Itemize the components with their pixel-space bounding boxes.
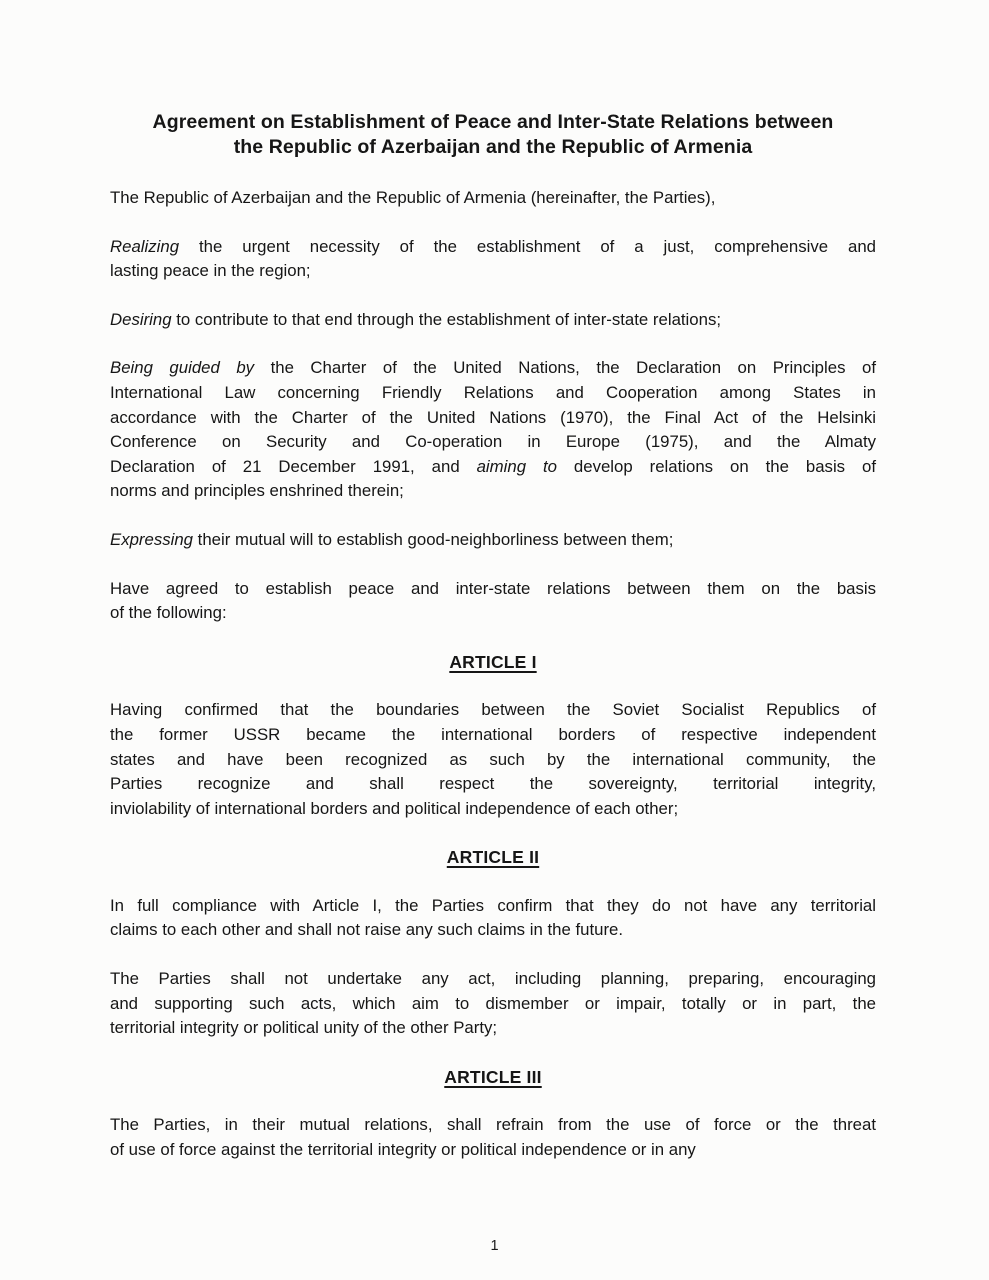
italic-text-segment: aiming to <box>476 456 557 476</box>
text-segment: The Parties shall not undertake any act, including planning, preparing, encouraging <box>110 969 876 989</box>
text-segment: norms and principles enshrined therein; <box>110 481 404 501</box>
text-line <box>110 723 876 748</box>
text-segment: lasting peace in the region; <box>110 261 311 281</box>
italic-text-segment: Being guided by <box>110 358 255 378</box>
text-segment: territorial integrity or political unity of the other Party; <box>110 1018 498 1038</box>
text-line <box>110 918 876 943</box>
document-content <box>110 110 876 1187</box>
text-segment: The Parties, in their mutual relations, shall refrain from the use of force or the threat <box>110 1115 876 1135</box>
text-line <box>110 356 876 381</box>
paragraph <box>110 356 876 504</box>
text-segment: to contribute to that end through the establishment of inter-state relations; <box>171 309 722 329</box>
paragraph <box>110 235 876 284</box>
document-title <box>110 110 876 160</box>
text-line <box>110 381 876 406</box>
text-segment: In full compliance with Article I, the Parties confirm that they do not have any territorial <box>110 895 876 915</box>
text-line <box>110 186 876 211</box>
text-segment: Having confirmed that the boundaries between the Soviet Socialist Republics of <box>110 700 876 720</box>
text-line <box>110 406 876 431</box>
text-line <box>110 894 876 919</box>
italic-text-segment: Expressing <box>110 529 194 549</box>
text-segment: the urgent necessity of the establishment of a just, comprehensive and <box>179 236 876 256</box>
paragraph <box>110 967 876 1041</box>
text-line <box>110 430 876 455</box>
text-segment: the former USSR became the international borders of respective independent <box>110 724 876 744</box>
text-segment: inviolability of international borders and political independence of each other; <box>110 798 679 818</box>
text-line <box>110 992 876 1017</box>
text-line <box>110 455 876 480</box>
paragraph <box>110 894 876 943</box>
document-title-line-1: Agreement on Establishment of Peace and Inter-State Relations between <box>152 111 834 133</box>
paragraph <box>110 528 876 553</box>
text-line <box>110 772 876 797</box>
text-segment: Declaration of 21 December 1991, and <box>110 456 477 476</box>
text-line <box>110 698 876 723</box>
text-segment: claims to each other and shall not raise any such claims in the future. <box>110 920 624 940</box>
text-line <box>110 1113 876 1138</box>
text-segment: states and have been recognized as such by the international community, the <box>110 749 876 769</box>
document-title-line-2: the Republic of Azerbaijan and the Republic of Armenia <box>233 136 753 158</box>
article-heading: ARTICLE III <box>444 1066 542 1087</box>
text-segment: accordance with the Charter of the United Nations (1970), the Final Act of the Helsinki <box>110 407 876 427</box>
text-line <box>110 577 876 602</box>
page-number-footer: 1 <box>490 1238 499 1254</box>
text-segment: Have agreed to establish peace and inter-state relations between them on the basis <box>110 578 876 598</box>
text-segment: International Law concerning Friendly Relations and Cooperation among States in <box>110 382 876 402</box>
text-line <box>110 1138 876 1163</box>
text-line <box>110 479 876 504</box>
text-line <box>110 528 876 553</box>
article-heading: ARTICLE II <box>446 847 540 868</box>
text-segment: Conference on Security and Co-operation in Europe (1975), and the Almaty <box>110 432 876 452</box>
text-segment: their mutual will to establish good-neighborliness between them; <box>193 529 674 549</box>
text-segment: develop relations on the basis of <box>556 456 876 476</box>
text-segment: and supporting such acts, which aim to dismember or impair, totally or in part, the <box>110 993 876 1013</box>
text-line <box>110 748 876 773</box>
text-line <box>110 797 876 822</box>
text-line <box>110 259 876 284</box>
text-segment: of the following: <box>110 603 227 623</box>
text-line <box>110 601 876 626</box>
paragraph <box>110 698 876 821</box>
article-heading: ARTICLE I <box>449 651 537 672</box>
italic-text-segment: Desiring <box>110 309 172 329</box>
text-line <box>110 967 876 992</box>
text-segment: of use of force against the territorial integrity or political independence or in any <box>110 1140 696 1160</box>
paragraph <box>110 1113 876 1162</box>
text-segment: The Republic of Azerbaijan and the Republic of Armenia (hereinafter, the Parties), <box>110 188 716 207</box>
paragraph <box>110 308 876 333</box>
italic-text-segment: Realizing <box>110 236 180 256</box>
text-line <box>110 1016 876 1041</box>
document-body <box>110 186 876 1163</box>
paragraph <box>110 186 876 211</box>
text-segment: the Charter of the United Nations, the Declaration on Principles of <box>254 358 876 378</box>
text-line <box>110 308 876 333</box>
text-segment: Parties recognize and shall respect the sovereignty, territorial integrity, <box>110 774 876 794</box>
text-line <box>110 235 876 260</box>
paragraph <box>110 577 876 626</box>
